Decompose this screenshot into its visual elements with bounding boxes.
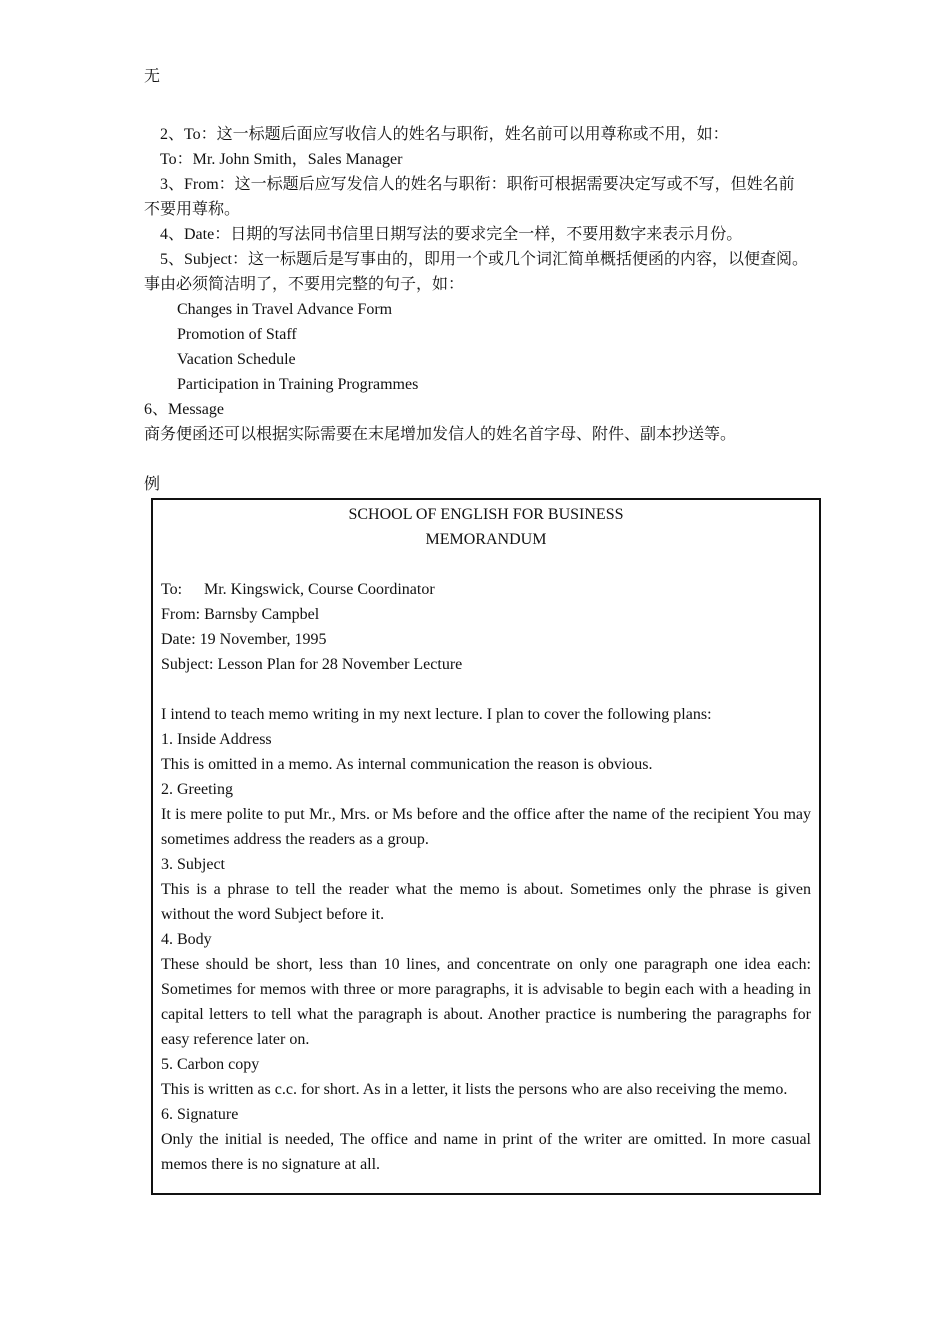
memo-section-heading: 2. Greeting [161,781,233,798]
memo-title: MEMORANDUM [425,531,547,548]
item-subject-cont: 事由必须简洁明了，不要用完整的句子，如： [144,276,465,293]
subject-example: Vacation Schedule [177,351,296,368]
item-to: 2、To：这一标题后面应写收信人的姓名与职衔，姓名前可以用尊称或不用，如： [160,126,729,143]
subject-example: Changes in Travel Advance Form [177,301,393,318]
memo-example-box [151,498,821,1195]
memo-to-label: To: [161,581,183,598]
memo-to [161,577,811,602]
memo-date: Date: 19 November, 1995 [161,631,327,648]
memo-section-heading: 5. Carbon copy [161,1056,260,1073]
top-label: 无 [144,68,161,85]
memo-spacer [161,677,811,702]
item-from: 3、From：这一标题后应写发信人的姓名与职衔：职衔可根据需要决定写或不写，但姓名前 [160,176,795,193]
memo-spacer [161,552,811,577]
closing-note: 商务便函还可以根据实际需要在末尾增加发信人的姓名首字母、附件、副本抄送等。 [144,426,737,443]
memo-subject: Subject: Lesson Plan for 28 November Lecture [161,656,463,673]
memo-section-heading: 6. Signature [161,1106,239,1123]
memo-to-value: Mr. Kingswick, Course Coordinator [204,581,435,598]
item-from-cont: 不要用尊称。 [144,201,241,218]
example-label: 例 [144,476,161,493]
guide-text [144,64,814,497]
memo-section-heading: 1. Inside Address [161,731,272,748]
item-subject: 5、Subject：这一标题后是写事由的，即用一个或几个词汇简单概括便函的内容，以便查阅。 [160,251,808,268]
item-to-example: To：Mr. John Smith，Sales Manager [160,151,403,168]
memo-section-body: This is a phrase to tell the reader what the memo is about. Sometimes only the phrase is given without the word Subject before it. [161,881,811,923]
subject-example: Participation in Training Programmes [177,376,419,393]
memo-section-body: This is written as c.c. for short. As in a letter, it lists the persons who are also receiving the memo. [161,1081,788,1098]
memo-section-heading: 3. Subject [161,856,225,873]
memo-section-heading: 4. Body [161,931,212,948]
item-message: 6、Message [144,401,224,418]
memo-intro: I intend to teach memo writing in my next lecture. I plan to cover the following plans: [161,706,712,723]
subject-example: Promotion of Staff [177,326,297,343]
memo-from: From: Barnsby Campbel [161,606,320,623]
memo-section-body: This is omitted in a memo. As internal communication the reason is obvious. [161,756,653,773]
memo-section-body: These should be short, less than 10 lines, and concentrate on only one paragraph one idea each: Sometimes for memos with three or more paragraphs, it is advisable to begin each with a heading in capital letters to tell what the paragraph is about. Another practice is numbering the paragraphs for easy reference later on. [161,956,811,1048]
item-date: 4、Date：日期的写法同书信里日期写法的要求完全一样，不要用数字来表示月份。 [160,226,743,243]
memo-section-body: Only the initial is needed, The office and name in print of the writer are omitted. In more casual memos there is no signature at all. [161,1131,811,1173]
memo-org: SCHOOL OF ENGLISH FOR BUSINESS [348,506,624,523]
memo-section-body: It is mere polite to put Mr., Mrs. or Ms before and the office after the name of the recipient You may sometimes address the readers as a group. [161,806,811,848]
